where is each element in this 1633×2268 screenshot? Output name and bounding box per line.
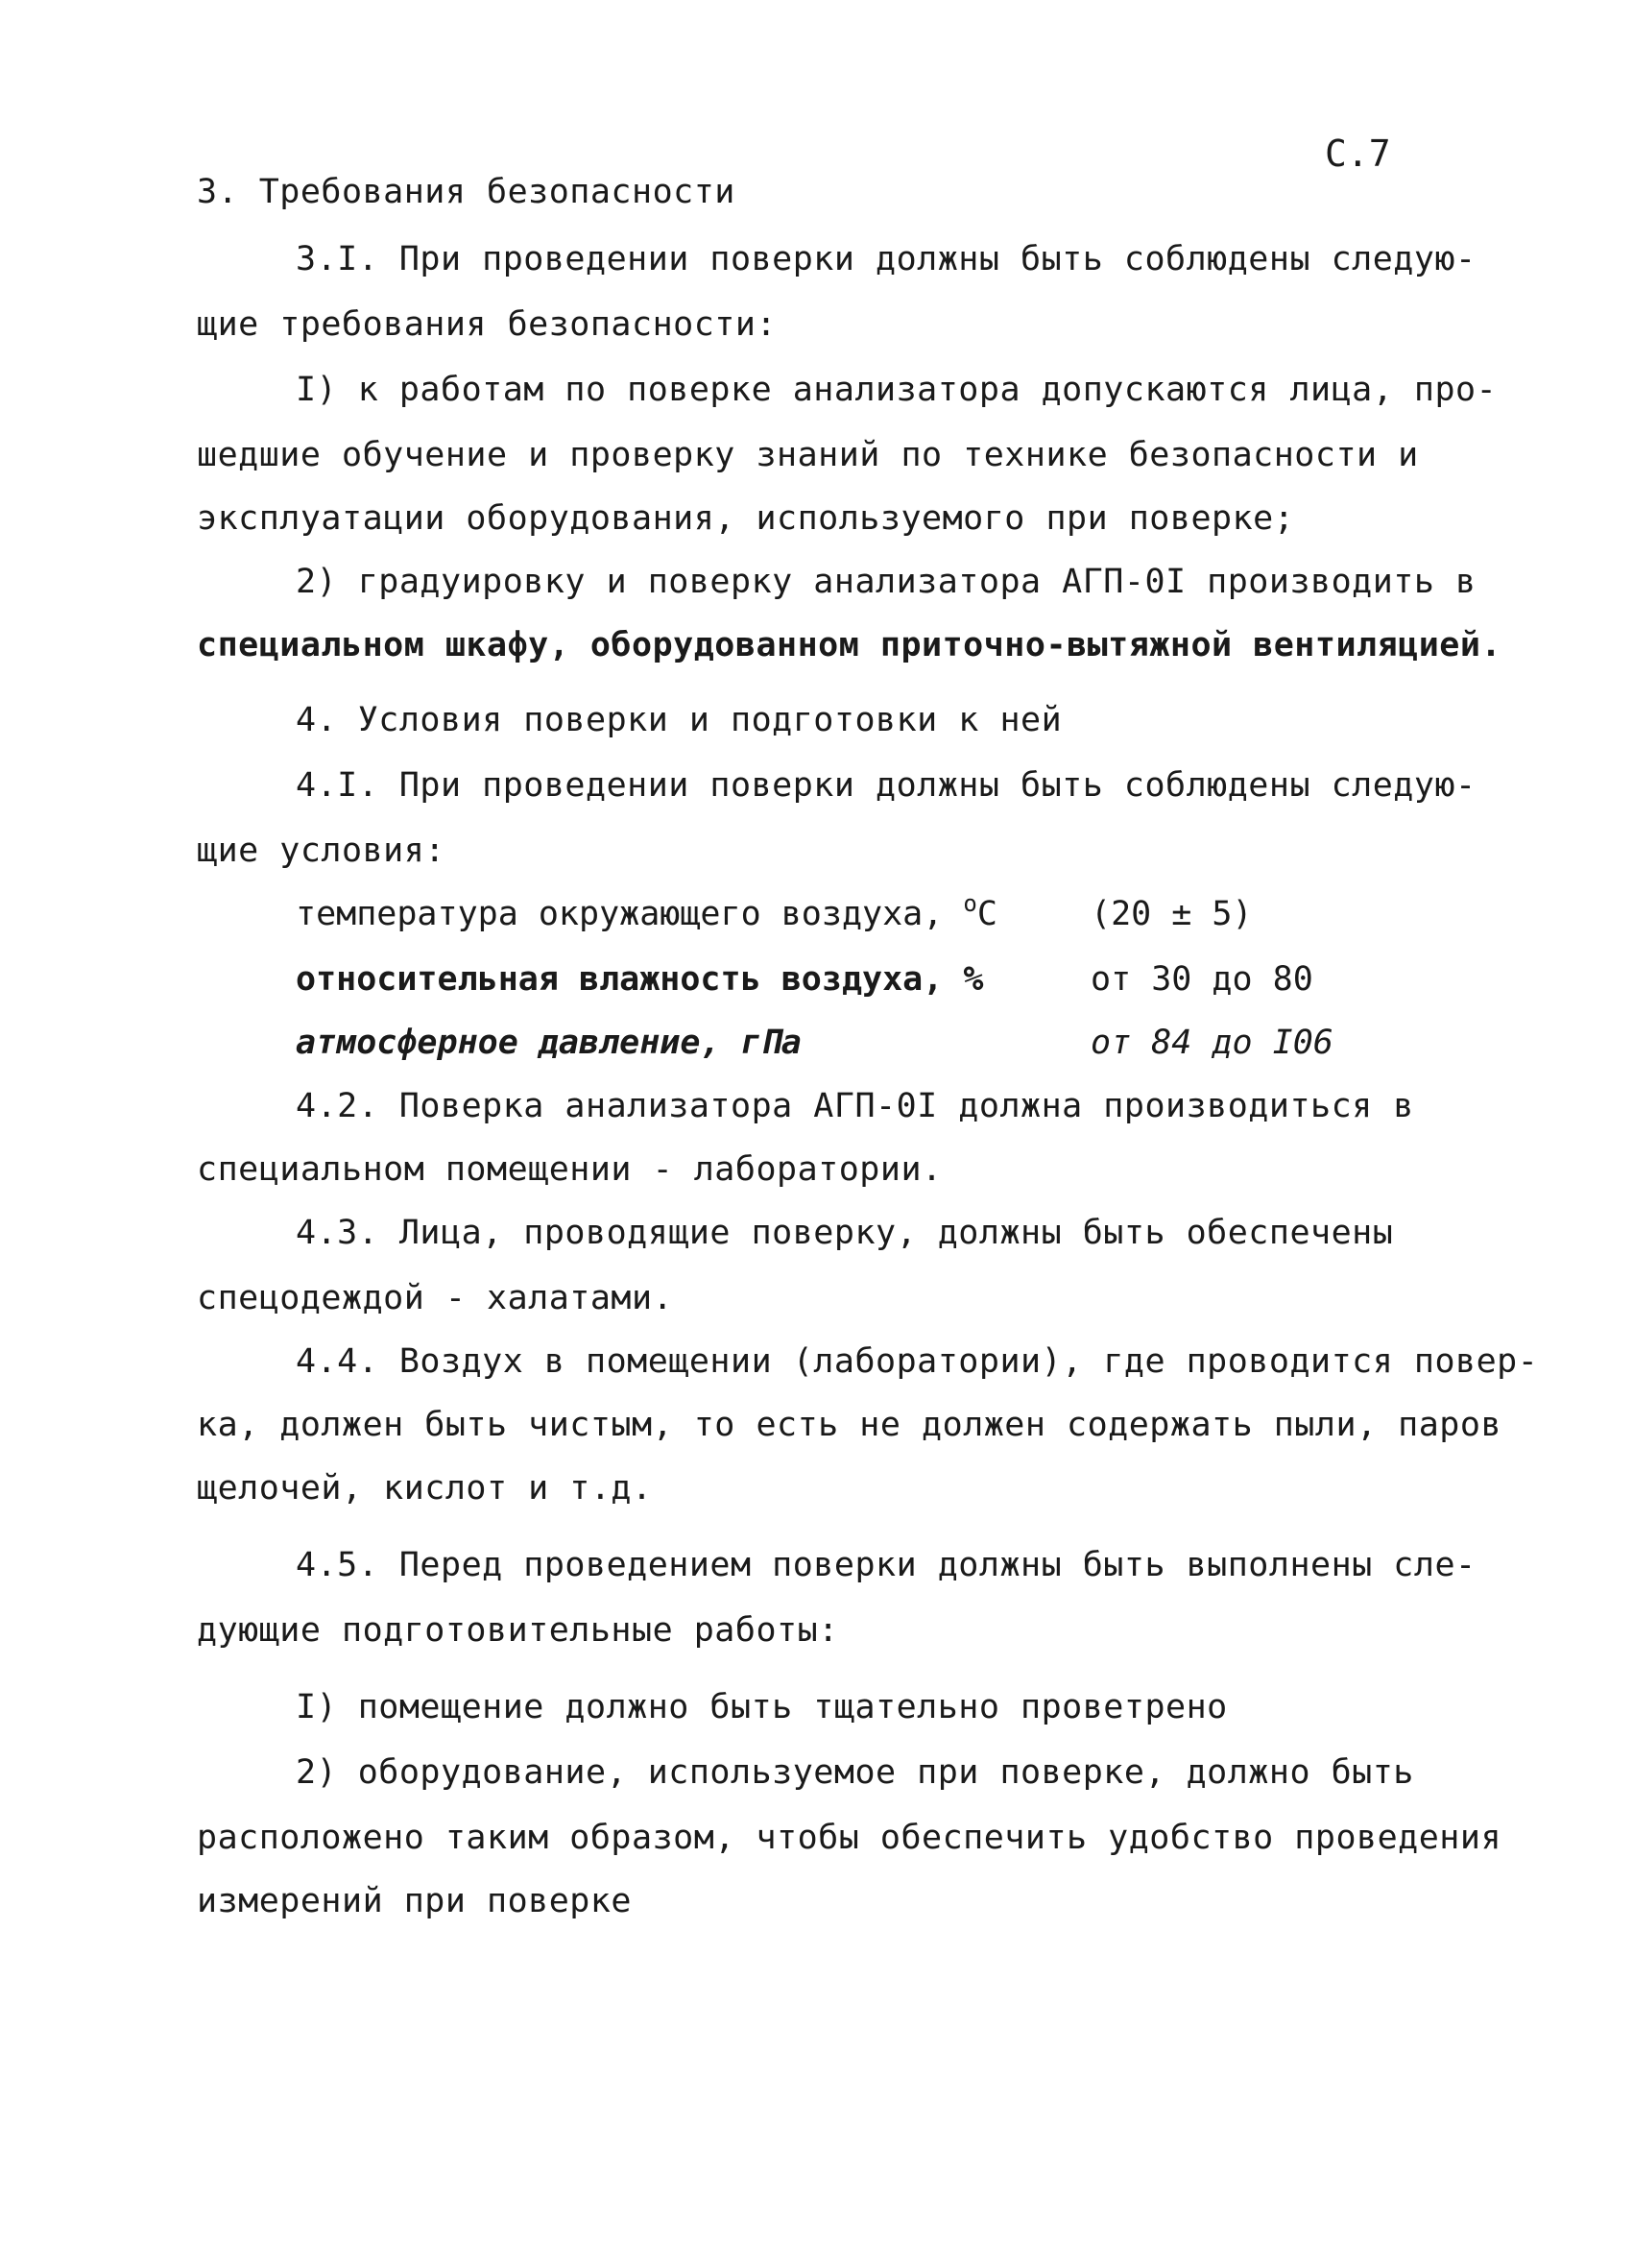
condition-temperature-label xyxy=(296,890,997,935)
condition-temperature-text: температура окружающего воздуха, xyxy=(296,895,964,933)
item-2-line-2: специальном шкафу, оборудованном приточно-вытяжной вентиляцией. xyxy=(197,626,1502,664)
degree-sup: o xyxy=(963,890,977,917)
prep-item-2-line-2: расположено таким образом, чтобы обеспечить удобство проведения xyxy=(197,1819,1502,1857)
condition-humidity-label: относительная влажность воздуха, % xyxy=(296,960,984,999)
condition-pressure-value: от 84 до I06 xyxy=(1091,1024,1333,1062)
paragraph-4-4-line-1: 4.4. Воздух в помещении (лаборатории), где проводится повер- xyxy=(296,1342,1539,1381)
item-2-line-1: 2) градуировку и поверку анализатора АГП-0I производить в xyxy=(296,563,1477,601)
paragraph-4-2-line-1: 4.2. Поверка анализатора АГП-0I должна производиться в xyxy=(296,1087,1414,1125)
item-1-line-1: I) к работам по поверке анализатора допускаются лица, про- xyxy=(296,371,1498,409)
paragraph-4-5-line-2: дующие подготовительные работы: xyxy=(197,1611,839,1650)
condition-humidity-value: от 30 до 80 xyxy=(1091,960,1313,999)
item-1-line-2: шедшие обучение и проверку знаний по технике безопасности и xyxy=(197,436,1419,474)
paragraph-4-1-line-1: 4.I. При проведении поверки должны быть соблюдены следую- xyxy=(296,766,1477,805)
prep-item-2-line-3: измерений при поверке xyxy=(197,1882,633,1920)
prep-item-1: I) помещение должно быть тщательно проветрено xyxy=(296,1688,1228,1726)
paragraph-3-1-line-2: щие требования безопасности: xyxy=(197,305,778,344)
paragraph-4-4-line-3: щелочей, кислот и т.д. xyxy=(197,1469,653,1508)
prep-item-2-line-1: 2) оборудование, используемое при поверке, должно быть xyxy=(296,1753,1414,1792)
paragraph-4-2-line-2: специальном помещении - лаборатории. xyxy=(197,1150,943,1189)
paragraph-4-4-line-2: ка, должен быть чистым, то есть не должен содержать пыли, паров xyxy=(197,1406,1502,1444)
section-4-heading: 4. Условия поверки и подготовки к ней xyxy=(296,701,1063,739)
paragraph-4-5-line-1: 4.5. Перед проведением поверки должны быть выполнены сле- xyxy=(296,1546,1477,1584)
condition-temperature-unit: C xyxy=(976,895,997,933)
paragraph-4-3-line-2: спецодеждой - халатами. xyxy=(197,1279,674,1317)
paragraph-3-1-line-1: 3.I. При проведении поверки должны быть соблюдены следую- xyxy=(296,240,1477,278)
page-number: С.7 xyxy=(1325,133,1391,175)
condition-pressure-label: атмосферное давление, гПа xyxy=(296,1024,802,1062)
item-1-line-3: эксплуатации оборудования, используемого при поверке; xyxy=(197,499,1295,538)
paragraph-4-1-line-2: щие условия: xyxy=(197,832,445,870)
section-3-heading: 3. Требования безопасности xyxy=(197,173,735,211)
condition-temperature-value: (20 ± 5) xyxy=(1091,895,1253,933)
paragraph-4-3-line-1: 4.3. Лица, проводящие поверку, должны быть обеспечены xyxy=(296,1214,1394,1252)
